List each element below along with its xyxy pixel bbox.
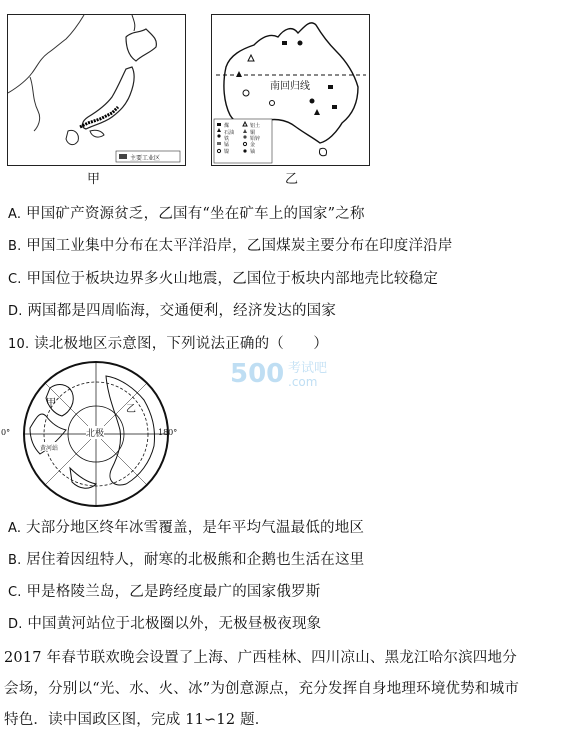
australia-map [211,14,370,166]
korea-peninsula [30,77,40,131]
arctic-label-yi: 乙 [126,404,136,415]
site-watermark-logo [228,352,358,392]
legend-oil: 石油 [224,130,235,136]
sakhalin [132,15,135,31]
q10-option-c [8,580,320,601]
paragraph-line-3: 特色．读中国政区图，完成 11∽12 题． [4,712,270,728]
tropic-label: 南回归线 [270,81,310,92]
option-text: 两国都是四周临海，交通便利，经济发达的国家 [27,303,337,319]
legend-bauxite: 铝土 [250,123,261,129]
q9-option-d [8,299,336,320]
option-text: 甲国工业集中分布在太平洋沿岸，乙国煤炭主要分布在印度洋沿岸 [26,238,453,254]
paragraph-line-2: 会场，分别以“光、水、火、冰”为创意源点，充分发挥自身地理环境优势和城市 [4,681,520,697]
option-text: 甲是格陵兰岛，乙是跨经度最广的国家俄罗斯 [26,584,321,600]
legend-nickel: 镍 [224,149,230,155]
arctic-map [1,358,182,510]
q9-option-b [8,234,453,255]
arctic-station-label: 黄河站 [40,445,59,452]
q10-option-d [8,612,321,633]
japan-map [7,14,186,166]
q9-option-c [8,267,438,288]
option-letter: D. [8,304,23,319]
legend-copper: 铜 [250,130,256,136]
option-letter: D. [8,617,23,632]
arctic-center-label: 北极 [86,426,104,439]
option-text: 中国黄河站位于北极圈以外，无极昼极夜现象 [27,616,322,632]
option-letter: A. [8,207,22,222]
legend-manganese: 锰 [224,142,230,148]
watermark-text: 考试吧 [288,361,328,376]
legend-lead-zinc: 铅锌 [250,136,261,142]
watermark-brand: 500 [230,359,285,389]
honshu [82,67,134,129]
option-letter: C. [8,272,22,287]
caption-yi: 乙 [285,172,299,187]
option-letter: A. [8,521,22,536]
option-letter: B. [8,553,22,568]
option-text: 甲国位于板块边界多火山地震，乙国位于板块内部地壳比较稳定 [26,271,439,287]
option-text: 居住着因纽特人，耐寒的北极熊和企鹅也生活在这里 [26,552,365,568]
caption-jia: 甲 [87,172,101,187]
paragraph-line-1: 2017 年春节联欢晚会设置了上海、广西桂林、四川凉山、黑龙江哈尔滨四地分 [4,650,517,666]
arctic-lon-180: 180° [158,428,178,437]
question-number: 10. [8,337,30,352]
shikoku [90,130,104,137]
arctic-lon-0: 0° [1,428,11,437]
option-letter: B. [8,239,22,254]
question-text: 读北极地区示意图，下列说法正确的（ ） [34,336,329,352]
q10-option-a [8,516,364,537]
kyushu [66,130,78,144]
legend-coal: 煤 [224,123,230,129]
watermark-url: .com [288,375,318,389]
option-text: 甲国矿产资源贫乏，乙国有“坐在矿车上的国家”之称 [26,206,365,222]
arctic-label-jia: 甲 [46,398,56,409]
tasmania [319,148,326,156]
jia-legend-label: 主要工业区 [130,155,161,162]
option-text: 大部分地区终年冰雪覆盖，是年平均气温最低的地区 [26,520,365,536]
q9-option-a [8,202,365,223]
japan-map-drawing [8,15,185,165]
legend-iron: 铁 [224,136,230,142]
option-letter: C. [8,585,22,600]
legend-uranium: 铀 [250,149,256,155]
legend-gold: 金 [250,142,256,148]
hokkaido [126,29,156,61]
q10-option-b [8,548,364,569]
mainland-coast [8,15,84,93]
q10-stem [8,332,328,353]
